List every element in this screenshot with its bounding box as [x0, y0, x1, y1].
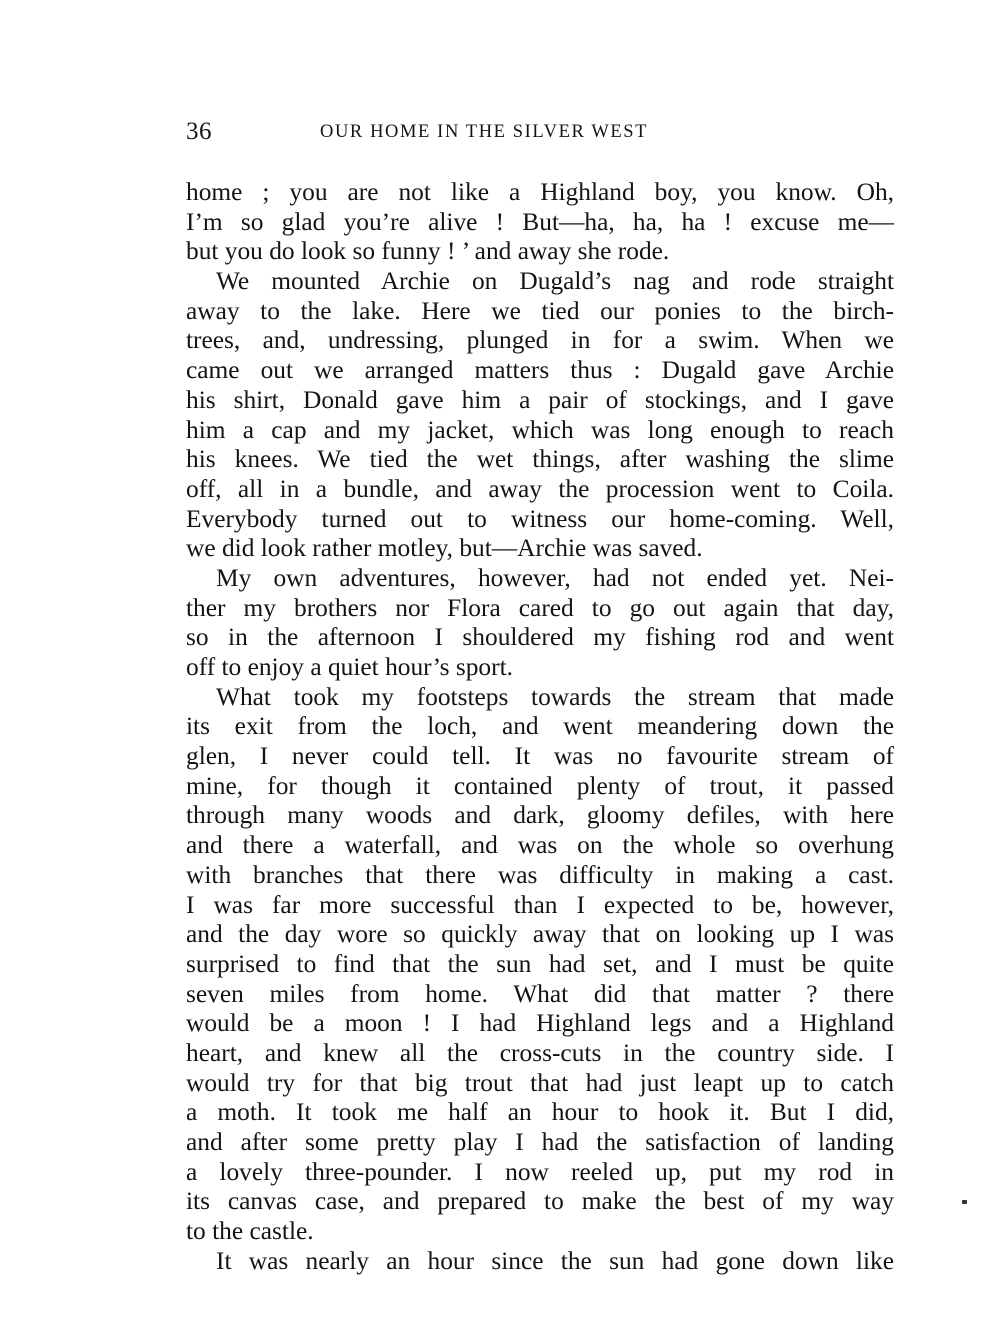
body-text [186, 178, 894, 1276]
text-line: mine, for though it contained plenty of trout, it passed [186, 771, 894, 800]
text-line: home ; you are not like a Highland boy, you know. Oh, [186, 178, 894, 206]
text-line: ther my brothers nor Flora cared to go out again that day, [186, 593, 894, 622]
text-line: heart, and knew all the cross-cuts in the country side. I [186, 1038, 894, 1067]
text-line: his shirt, Donald gave him a pair of stockings, and I gave [186, 385, 894, 414]
text-line: I’m so glad you’re alive ! But—ha, ha, ha ! excuse me— [186, 207, 894, 236]
text-line: off to enjoy a quiet hour’s sport. [186, 653, 513, 681]
text-line: a lovely three-pounder. I now reeled up, put my rod in [186, 1157, 894, 1186]
text-line: and there a waterfall, and was on the whole so overhung [186, 831, 894, 860]
text-line: We mounted Archie on Dugald’s nag and rode straight [216, 267, 894, 296]
text-line: away to the lake. Here we tied our ponies to the birch- [186, 296, 894, 325]
text-line: and the day wore so quickly away that on looking up I was [186, 920, 894, 949]
text-line: and after some pretty play I had the satisfaction of landing [186, 1128, 894, 1156]
text-line: Everybody turned out to witness our home-coming. Well, [186, 504, 894, 533]
text-line: glen, I never could tell. It was no favourite stream of [186, 742, 894, 771]
text-line: its canvas case, and prepared to make the best of my way [186, 1187, 894, 1216]
text-line: with branches that there was difficulty in making a cast. [186, 860, 894, 889]
text-line: would try for that big trout that had just leapt up to catch [186, 1068, 894, 1097]
text-line: It was nearly an hour since the sun had gone down like [216, 1246, 894, 1275]
text-line: would be a moon ! I had Highland legs and a Highland [186, 1009, 894, 1038]
text-line: his knees. We tied the wet things, after washing the slime [186, 445, 894, 474]
ink-speck [962, 1200, 967, 1204]
text-line: we did look rather motley, but—Archie was saved. [186, 534, 703, 563]
text-line: through many woods and dark, gloomy defiles, with here [186, 801, 894, 830]
text-line: to the castle. [186, 1217, 314, 1246]
text-line: but you do look so funny ! ’ and away she rode. [186, 237, 670, 266]
text-line: so in the afternoon I shouldered my fishing rod and went [186, 623, 894, 652]
text-line: My own adventures, however, had not ended yet. Nei- [216, 563, 894, 592]
text-line: surprised to find that the sun had set, and I must be quite [186, 949, 894, 978]
text-line: came out we arranged matters thus : Dugald gave Archie [186, 356, 894, 385]
text-line: What took my footsteps towards the stream that made [216, 682, 894, 711]
text-line: him a cap and my jacket, which was long enough to reach [186, 415, 894, 444]
text-line: off, all in a bundle, and away the procession went to Coila. [186, 474, 894, 503]
text-line: I was far more successful than I expected to be, however, [186, 890, 894, 919]
page-number: 36 [186, 118, 212, 145]
text-line: seven miles from home. What did that matter ? there [186, 979, 894, 1008]
running-title: OUR HOME IN THE SILVER WEST [320, 122, 649, 142]
text-line: a moth. It took me half an hour to hook it. But I did, [186, 1098, 894, 1127]
text-line: its exit from the loch, and went meandering down the [186, 712, 894, 741]
text-line: trees, and, undressing, plunged in for a swim. When we [186, 326, 894, 355]
